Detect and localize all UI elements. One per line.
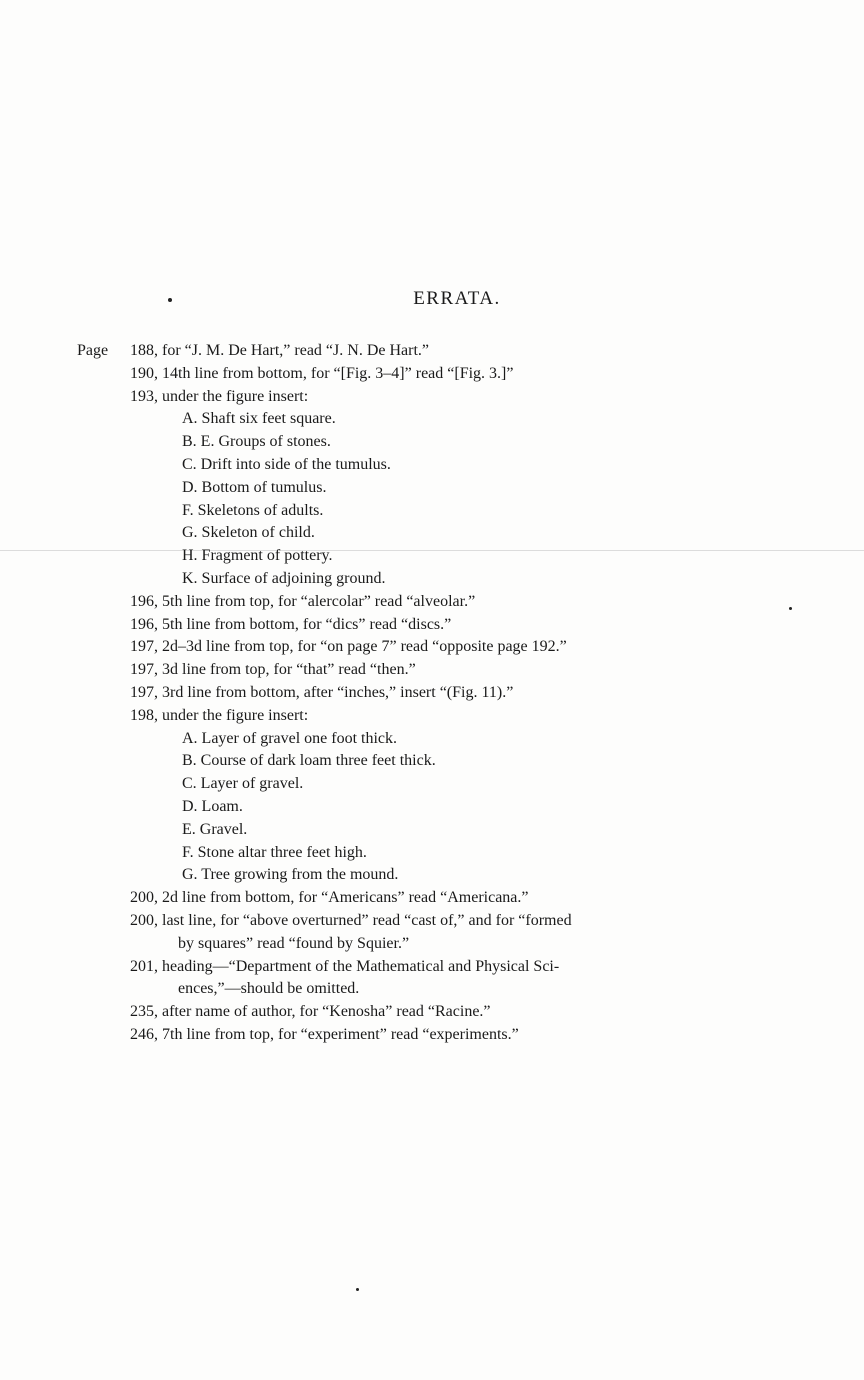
figure-key-item (0, 750, 864, 773)
errata-entry (0, 887, 864, 910)
page-title: ERRATA. (413, 288, 501, 309)
correction-text: heading—“Department of the Mathematical and Physical Sci- (162, 957, 560, 975)
page-number: 197, (130, 638, 158, 656)
figure-key-item (0, 728, 864, 751)
page-label: Page (77, 342, 109, 359)
errata-entry (0, 705, 864, 728)
correction-text: under the figure insert: (162, 706, 309, 724)
figure-key-text: B. Course of dark loam three feet thick. (182, 752, 436, 770)
correction-text: by squares” read “found by Squier.” (178, 934, 410, 952)
figure-key-item (0, 431, 864, 454)
correction-text: 2d–3d line from top, for “on page 7” read “opposite page 192.” (162, 638, 567, 656)
figure-key-item (0, 477, 864, 500)
errata-list (0, 340, 864, 1047)
figure-key-item (0, 864, 864, 887)
figure-key-text: H. Fragment of pottery. (182, 547, 333, 565)
correction-text: under the figure insert: (162, 387, 309, 405)
errata-entry (0, 340, 864, 363)
figure-key-item (0, 773, 864, 796)
page-number: 190, (130, 364, 158, 382)
figure-key-text: K. Surface of adjoining ground. (182, 569, 386, 587)
correction-text: after name of author, for “Kenosha” read “Racine.” (162, 1003, 491, 1021)
figure-key-text: C. Layer of gravel. (182, 775, 304, 793)
figure-key-text: D. Bottom of tumulus. (182, 478, 327, 496)
page-number: 200, (130, 911, 158, 929)
page-number: 200, (130, 889, 158, 907)
page-number: 201, (130, 957, 158, 975)
figure-key-item (0, 408, 864, 431)
figure-key-text: E. Gravel. (182, 820, 248, 838)
correction-text: last line, for “above overturned” read “cast of,” and for “formed (162, 911, 572, 929)
figure-key-text: B. E. Groups of stones. (182, 433, 331, 451)
errata-entry (0, 363, 864, 386)
figure-key-text: G. Tree growing from the mound. (182, 866, 399, 884)
figure-key-item (0, 568, 864, 591)
correction-text: for “J. M. De Hart,” read “J. N. De Hart.” (162, 342, 429, 359)
page-number: 198, (130, 706, 158, 724)
page-number: 197, (130, 661, 158, 679)
ink-speck (356, 1288, 359, 1291)
errata-entry (0, 1024, 864, 1047)
correction-text: 5th line from bottom, for “dics” read “discs.” (162, 615, 452, 633)
figure-key-item (0, 454, 864, 477)
figure-key-item (0, 500, 864, 523)
correction-text: 14th line from bottom, for “[Fig. 3–4]” read “[Fig. 3.]” (162, 364, 514, 382)
figure-key-item (0, 522, 864, 545)
page-number: 188, (130, 342, 158, 359)
page-number: 235, (130, 1003, 158, 1021)
errata-entry (0, 636, 864, 659)
figure-key-text: A. Layer of gravel one foot thick. (182, 729, 398, 747)
correction-text: ences,”—should be omitted. (178, 980, 360, 998)
figure-key-text: G. Skeleton of child. (182, 524, 315, 542)
figure-key-text: F. Skeletons of adults. (182, 501, 324, 519)
page-number: 197, (130, 683, 158, 701)
figure-key-item (0, 819, 864, 842)
correction-text: 7th line from top, for “experiment” read “experiments.” (162, 1025, 519, 1043)
correction-text: 3d line from top, for “that” read “then.” (162, 661, 416, 679)
errata-entry (0, 956, 864, 979)
errata-entry (0, 682, 864, 705)
errata-continuation (0, 933, 864, 956)
errata-entry (0, 386, 864, 409)
figure-key-item (0, 796, 864, 819)
page-number: 246, (130, 1025, 158, 1043)
page-number: 196, (130, 592, 158, 610)
page-number: 196, (130, 615, 158, 633)
errata-entry (0, 659, 864, 682)
figure-key-item (0, 842, 864, 865)
errata-entry (0, 1001, 864, 1024)
page-number: 193, (130, 387, 158, 405)
errata-continuation (0, 978, 864, 1001)
figure-key-item (0, 545, 864, 568)
correction-text: 2d line from bottom, for “Americans” read “Americana.” (162, 889, 529, 907)
errata-entry (0, 614, 864, 637)
figure-key-text: D. Loam. (182, 797, 243, 815)
correction-text: 5th line from top, for “alercolar” read “alveolar.” (162, 592, 476, 610)
figure-key-text: F. Stone altar three feet high. (182, 843, 367, 861)
correction-text: 3rd line from bottom, after “inches,” insert “(Fig. 11).” (162, 683, 514, 701)
figure-key-text: C. Drift into side of the tumulus. (182, 455, 391, 473)
errata-entry (0, 910, 864, 933)
errata-entry (0, 591, 864, 614)
figure-key-text: A. Shaft six feet square. (182, 410, 336, 428)
